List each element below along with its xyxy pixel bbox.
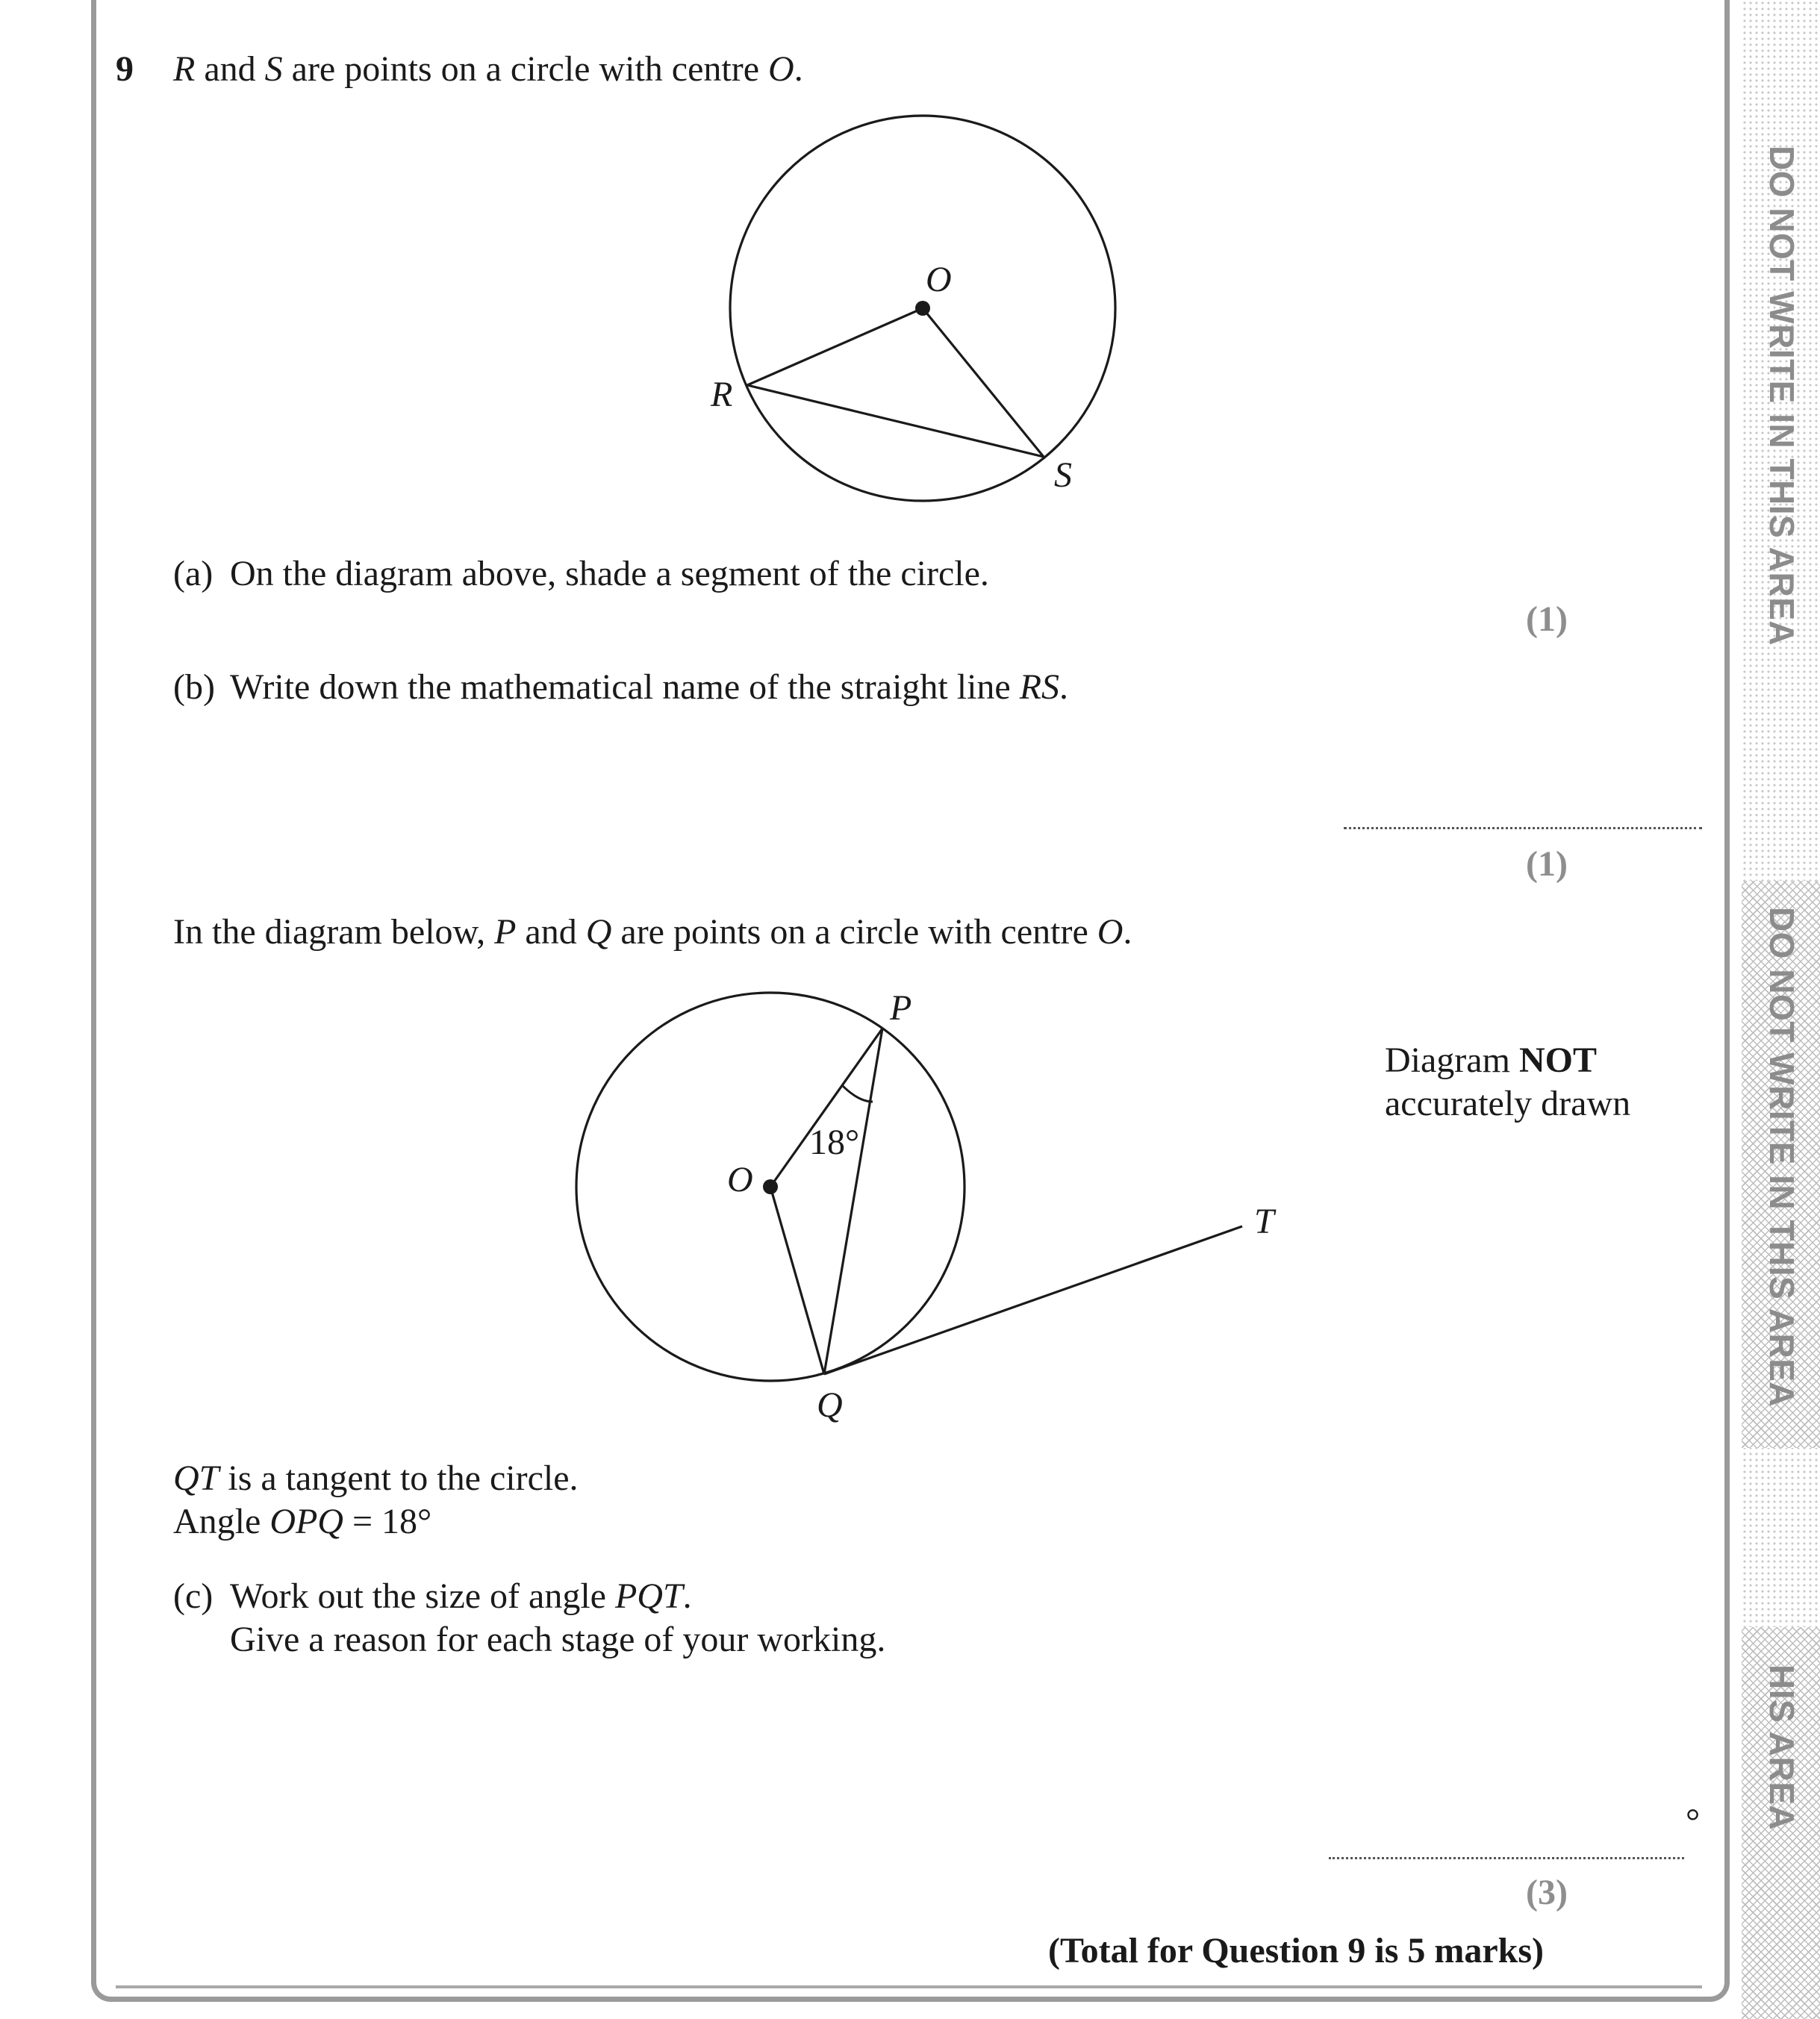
- margin-warning: HIS AREA: [1763, 1664, 1801, 1831]
- chord-pq: [824, 1029, 882, 1374]
- part-a-marks: (1): [1526, 599, 1568, 639]
- question-intro: R and S are points on a circle with centre O.: [173, 49, 803, 89]
- label-t: T: [1254, 1202, 1274, 1241]
- part-a-text: On the diagram above, shade a segment of the circle.: [230, 554, 989, 593]
- margin-warning: DO NOT WRITE IN THIS AREA: [1763, 146, 1801, 646]
- part-c-answer-line[interactable]: [1329, 1857, 1684, 1859]
- part-a-label: (a): [173, 554, 214, 593]
- part-b-text: Write down the mathematical name of the straight line RS.: [230, 667, 1069, 707]
- part-c-text: Work out the size of angle PQT.: [230, 1576, 692, 1616]
- fact-angle: Angle OPQ = 18°: [173, 1502, 432, 1541]
- question-intro-2: In the diagram below, P and Q are points on a circle with centre O.: [173, 912, 1132, 952]
- tangent-qt: [824, 1226, 1242, 1374]
- part-b-label: (b): [173, 667, 215, 707]
- part-c-marks: (3): [1526, 1873, 1568, 1912]
- label-q: Q: [817, 1385, 843, 1425]
- label-o: O: [727, 1160, 753, 1199]
- label-r: R: [711, 375, 733, 414]
- end-rule: [116, 1985, 1702, 1988]
- part-c-text-2: Give a reason for each stage of your working.: [230, 1620, 886, 1659]
- margin-warning: DO NOT WRITE IN THIS AREA: [1763, 907, 1801, 1408]
- angle-arc: [842, 1085, 873, 1102]
- angle-label: 18°: [809, 1123, 860, 1162]
- radius-op: [770, 1029, 882, 1187]
- centre-point: [763, 1179, 778, 1194]
- part-c-label: (c): [173, 1576, 214, 1616]
- question-number: 9: [116, 49, 134, 89]
- radius-oq: [770, 1187, 824, 1374]
- part-b-marks: (1): [1526, 844, 1568, 884]
- label-o: O: [926, 260, 952, 299]
- diagram-note-2: accurately drawn: [1385, 1084, 1631, 1123]
- question-total: (Total for Question 9 is 5 marks): [1048, 1931, 1545, 1970]
- fact-tangent: QT is a tangent to the circle.: [173, 1458, 579, 1498]
- diagram-note: Diagram NOT: [1385, 1040, 1597, 1080]
- label-s: S: [1054, 455, 1072, 495]
- degree-unit: °: [1686, 1802, 1701, 1841]
- label-p: P: [890, 988, 912, 1028]
